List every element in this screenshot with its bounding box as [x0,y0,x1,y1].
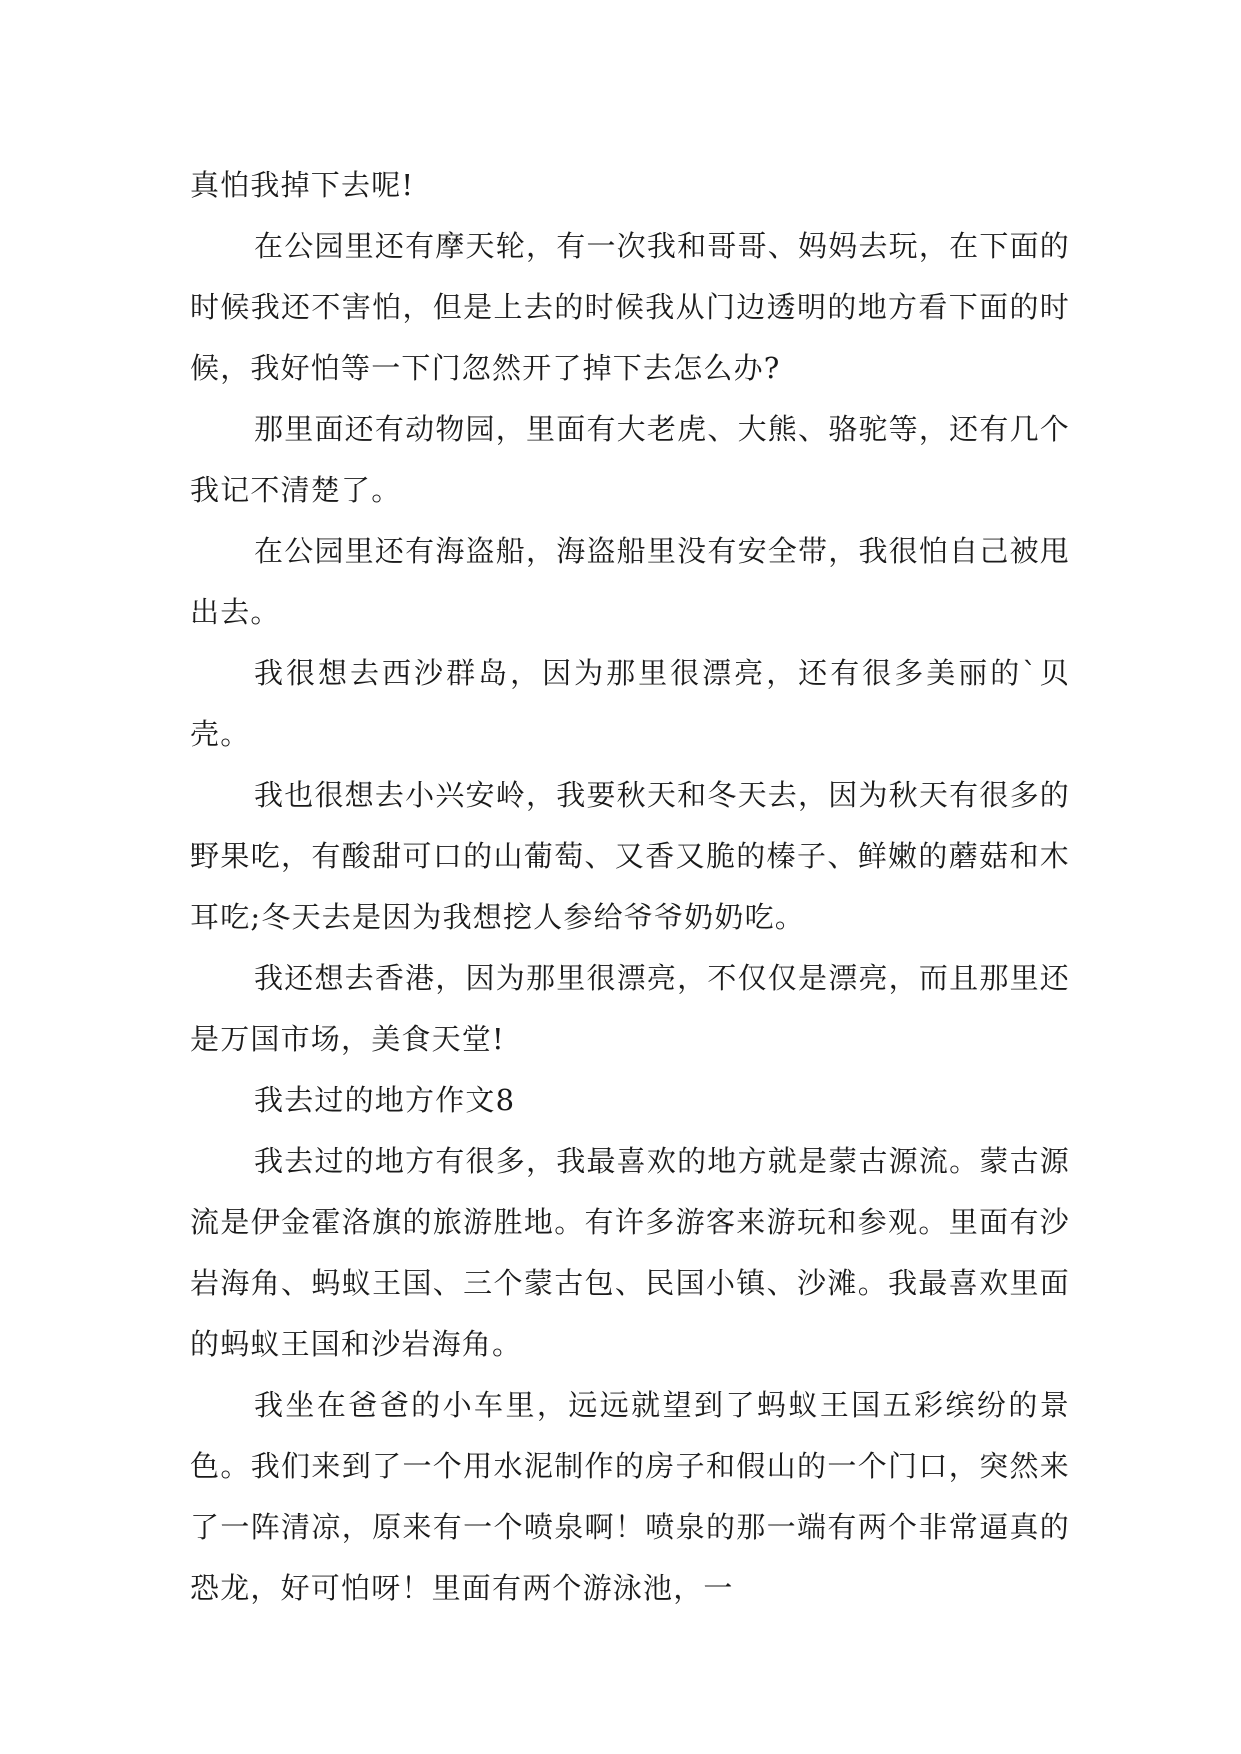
document-body [190,155,1070,1619]
paragraph-9: 我去过的地方有很多，我最喜欢的地方就是蒙古源流。蒙古源流是伊金霍洛旗的旅游胜地。有许多游客来游玩和参观。里面有沙岩海角、蚂蚁王国、三个蒙古包、民国小镇、沙滩。我最喜欢里面的蚂蚁王国和沙岩海角。 [190,1144,1070,1361]
paragraph-7: 我还想去香港，因为那里很漂亮，不仅仅是漂亮，而且那里还是万国市场，美食天堂! [190,961,1070,1056]
paragraph-4: 在公园里还有海盗船，海盗船里没有安全带，我很怕自己被甩出去。 [190,534,1070,629]
section-heading: 我去过的地方作文8 [254,1083,516,1117]
paragraph-6: 我也很想去小兴安岭，我要秋天和冬天去，因为秋天有很多的野果吃，有酸甜可口的山葡萄、又香又脆的榛子、鲜嫩的蘑菇和木耳吃;冬天去是因为我想挖人参给爷爷奶奶吃。 [190,778,1070,934]
paragraph-1: 真怕我掉下去呢! [190,168,415,202]
paragraph-5: 我很想去西沙群岛，因为那里很漂亮，还有很多美丽的`贝壳。 [190,656,1070,751]
paragraph-3: 那里面还有动物园，里面有大老虎、大熊、骆驼等，还有几个我记不清楚了。 [190,412,1070,507]
paragraph-2: 在公园里还有摩天轮，有一次我和哥哥、妈妈去玩，在下面的时候我还不害怕，但是上去的时候我从门边透明的地方看下面的时候，我好怕等一下门忽然开了掉下去怎么办? [190,229,1070,385]
paragraph-10: 我坐在爸爸的小车里，远远就望到了蚂蚁王国五彩缤纷的景色。我们来到了一个用水泥制作的房子和假山的一个门口，突然来了一阵清凉，原来有一个喷泉啊！喷泉的那一端有两个非常逼真的恐龙，好可怕呀！里面有两个游泳池，一 [190,1388,1070,1605]
